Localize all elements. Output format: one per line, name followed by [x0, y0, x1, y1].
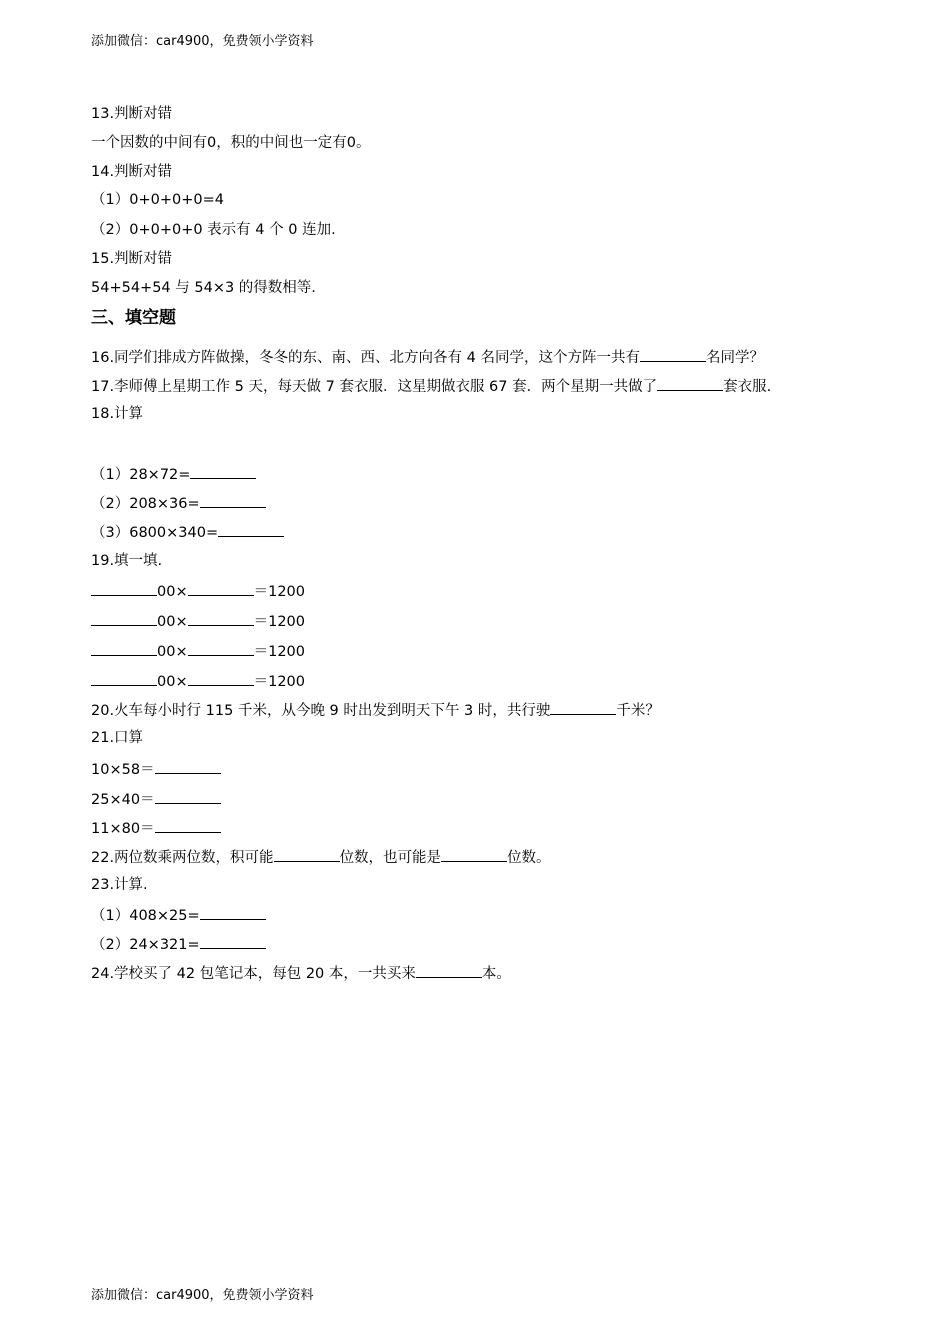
q18-title: 18.计算 — [91, 406, 144, 422]
q21-item-2 — [91, 788, 221, 810]
q13-title: 13.判断对错 — [91, 106, 173, 122]
q18-item-3 — [91, 521, 284, 543]
q20-line — [91, 699, 660, 721]
answer-blank[interactable] — [274, 846, 340, 862]
q22-text-2: 位数，也可能是 — [339, 850, 442, 866]
q19-end-text: ＝1200 — [253, 644, 306, 660]
q19-end-text: ＝1200 — [253, 584, 306, 600]
answer-blank[interactable] — [188, 640, 254, 656]
answer-blank[interactable] — [155, 788, 221, 804]
q21-title: 21.口算 — [91, 730, 144, 746]
answer-blank[interactable] — [200, 933, 266, 949]
q21-item-1 — [91, 758, 221, 780]
q14-title: 14.判断对错 — [91, 164, 173, 180]
q18-item-1 — [91, 463, 256, 485]
q22-text-1: 22.两位数乘两位数，积可能 — [91, 850, 274, 866]
section-heading: 三、填空题 — [91, 308, 176, 328]
q19-end-text: ＝1200 — [253, 614, 306, 630]
q21-item-3 — [91, 817, 221, 839]
q17-text-before: 17.李师傅上星期工作 5 天，每天做 7 套衣服．这星期做衣服 67 套．两个星期一共做了 — [91, 379, 658, 395]
q22-line — [91, 846, 551, 868]
q19-end-text: ＝1200 — [253, 674, 306, 690]
q19-mid-text: 00× — [157, 614, 188, 630]
q20-text-after: 千米？ — [616, 703, 660, 719]
q15-text: 54+54+54 与 54×3 的得数相等. — [91, 280, 316, 296]
q23-item-2-text: （2）24×321= — [91, 937, 200, 953]
answer-blank[interactable] — [91, 580, 157, 596]
answer-blank[interactable] — [91, 640, 157, 656]
page-header: 添加微信：car4900，免费领小学资料 — [91, 34, 314, 49]
q21-item-2-text: 25×40＝ — [91, 792, 155, 808]
q23-title: 23.计算. — [91, 877, 148, 893]
q17-text-after: 套衣服. — [723, 379, 772, 395]
q19-row — [91, 640, 305, 662]
answer-blank[interactable] — [188, 610, 254, 626]
q20-text-before: 20.火车每小时行 115 千米，从今晚 9 时出发到明天下午 3 时，共行驶 — [91, 703, 551, 719]
q16-line — [91, 346, 764, 368]
q19-row — [91, 580, 305, 602]
q19-mid-text: 00× — [157, 584, 188, 600]
q21-item-1-text: 10×58＝ — [91, 762, 155, 778]
q13-text: 一个因数的中间有0，积的中间也一定有0。 — [91, 135, 371, 151]
q24-text-after: 本。 — [481, 966, 511, 982]
answer-blank[interactable] — [188, 580, 254, 596]
q14-item-2: （2）0+0+0+0 表示有 4 个 0 连加. — [91, 222, 336, 238]
q24-text-before: 24.学校买了 42 包笔记本，每包 20 本，一共买来 — [91, 966, 416, 982]
q14-item-1: （1）0+0+0+0=4 — [91, 192, 224, 208]
answer-blank[interactable] — [640, 346, 706, 362]
q18-item-3-text: （3）6800×340= — [91, 525, 219, 541]
q19-title: 19.填一填. — [91, 553, 163, 569]
answer-blank[interactable] — [200, 904, 266, 920]
q16-text-after: 名同学？ — [706, 350, 765, 366]
q23-item-1 — [91, 904, 266, 926]
q24-line — [91, 962, 511, 984]
q19-row — [91, 610, 305, 632]
q23-item-1-text: （1）408×25= — [91, 908, 200, 924]
answer-blank[interactable] — [416, 962, 482, 978]
q21-item-3-text: 11×80＝ — [91, 821, 155, 837]
answer-blank[interactable] — [200, 492, 266, 508]
answer-blank[interactable] — [91, 670, 157, 686]
q16-text-before: 16.同学们排成方阵做操，冬冬的东、南、西、北方向各有 4 名同学，这个方阵一共有 — [91, 350, 641, 366]
answer-blank[interactable] — [218, 521, 284, 537]
answer-blank[interactable] — [155, 817, 221, 833]
q18-item-2 — [91, 492, 266, 514]
page-footer: 添加微信：car4900，免费领小学资料 — [91, 1288, 314, 1303]
q22-text-3: 位数。 — [507, 850, 551, 866]
answer-blank[interactable] — [657, 375, 723, 391]
answer-blank[interactable] — [155, 758, 221, 774]
q18-item-2-text: （2）208×36= — [91, 496, 200, 512]
answer-blank[interactable] — [188, 670, 254, 686]
answer-blank[interactable] — [550, 699, 616, 715]
q19-mid-text: 00× — [157, 644, 188, 660]
answer-blank[interactable] — [190, 463, 256, 479]
q19-mid-text: 00× — [157, 674, 188, 690]
answer-blank[interactable] — [91, 610, 157, 626]
q15-title: 15.判断对错 — [91, 251, 173, 267]
answer-blank[interactable] — [441, 846, 507, 862]
q19-row — [91, 670, 305, 692]
q17-line — [91, 375, 771, 397]
q23-item-2 — [91, 933, 266, 955]
q18-item-1-text: （1）28×72= — [91, 467, 191, 483]
